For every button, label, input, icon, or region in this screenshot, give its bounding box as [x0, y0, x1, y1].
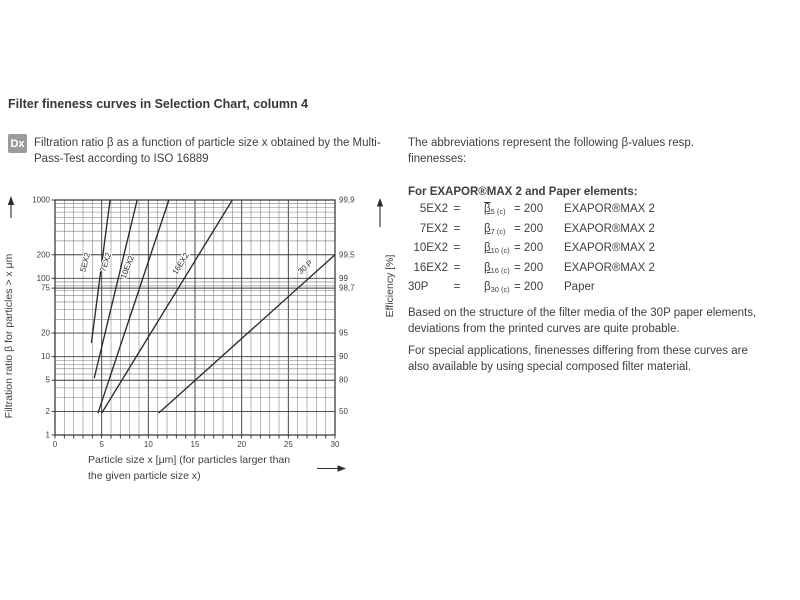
y-tick-label: 5: [45, 375, 50, 385]
beta-subscript: 16 (c): [490, 265, 510, 275]
product-cell: EXAPOR®MAX 2: [564, 203, 655, 215]
y-tick-label: 1: [45, 430, 50, 440]
beta-symbol: β: [484, 281, 491, 294]
beta-value-cell: = 200: [514, 203, 544, 215]
product-cell: EXAPOR®MAX 2: [564, 242, 655, 255]
y2-tick-label: 50: [339, 406, 348, 416]
abbr-cell: 10EX2: [413, 242, 448, 255]
x-axis-label: Particle size x [μm] (for particles larger than the given particle size x): [88, 454, 291, 482]
y2-tick-label: 99: [339, 273, 348, 283]
beta-symbol: β: [484, 222, 491, 235]
y-tick-label: 20: [41, 328, 50, 338]
beta-table-row: [408, 279, 788, 299]
beta-symbol-cell: [466, 260, 514, 280]
x-axis-ticks: [53, 435, 340, 449]
beta-symbol-cell: [466, 240, 514, 260]
chart-grid: [55, 200, 335, 435]
abbr-cell: 16EX2: [413, 261, 448, 274]
dx-badge: Dx: [8, 134, 27, 153]
y2-tick-label: 98,7: [339, 283, 355, 293]
beta-subscript: 7 (c): [490, 226, 506, 236]
beta-table-row: [408, 240, 788, 260]
y-tick-label: 2: [45, 406, 50, 416]
y-axis-label: Filtration ratio β for particles > x μm: [3, 253, 15, 419]
beta-value-cell: = 200: [514, 242, 544, 255]
equals-cell: =: [453, 281, 461, 294]
y2-tick-label: 80: [339, 375, 348, 385]
y2-axis-ticks: [339, 196, 355, 416]
curve-label-16EX2: 16EX2: [170, 251, 191, 277]
x-tick-label: 0: [52, 440, 58, 449]
y2-axis-label: Efficiency [%]: [384, 254, 396, 318]
product-cell: EXAPOR®MAX 2: [564, 222, 655, 235]
product-cell: Paper: [564, 281, 595, 294]
paragraph-special-applications: For special applications, finenesses differing from these curves are also available by using special composed filter material.: [408, 345, 748, 374]
product-cell: EXAPOR®MAX 2: [564, 261, 655, 274]
abbreviations-intro: The abbreviations represent the following β-values resp. finenesses:: [408, 137, 694, 166]
curve-label-5EX2: 5EX2: [78, 251, 92, 273]
beta-subscript: 5 (c): [490, 207, 506, 216]
beta-values-table: [408, 201, 788, 299]
y2-tick-label: 95: [339, 328, 348, 338]
beta-table-row: [408, 201, 788, 221]
abbr-cell: 7EX2: [419, 222, 448, 235]
dx-description: Filtration ratio β as a function of particle size x obtained by the Multi-Pass-Test according to ISO 16889: [34, 137, 381, 166]
elements-heading: For EXAPOR®MAX 2 and Paper elements:: [408, 186, 638, 198]
abbr-cell: 5EX2: [419, 203, 448, 215]
beta-table-row: [408, 221, 788, 241]
beta-symbol: β: [484, 261, 491, 274]
beta-value-cell: = 200: [514, 261, 544, 274]
beta-symbol-cell: [466, 201, 514, 221]
beta-symbol: β: [484, 203, 491, 215]
y-tick-label: 75: [41, 283, 50, 293]
beta-symbol-cell: [466, 279, 514, 299]
y2-tick-label: 99,9: [339, 195, 355, 205]
x-tick-label: 25: [283, 440, 293, 449]
curve-label-7EX2: 7EX2: [98, 251, 114, 273]
y-tick-label: 100: [36, 273, 50, 283]
x-tick-label: 5: [99, 440, 104, 449]
equals-cell: =: [453, 261, 461, 274]
equals-cell: =: [453, 242, 461, 255]
y-tick-label: 200: [36, 250, 50, 260]
beta-subscript: 10 (c): [490, 246, 510, 256]
y-tick-label: 1000: [32, 195, 50, 205]
page-title: Filter fineness curves in Selection Chart, column 4: [8, 97, 309, 111]
beta-symbol-cell: [466, 221, 514, 241]
beta-subscript: 30 (c): [490, 285, 510, 295]
paragraph-30p-note: Based on the structure of the filter media of the 30P paper elements, deviations from the printed curves are quite probable.: [408, 307, 757, 336]
curve-10EX2: [98, 200, 169, 413]
curve-7EX2: [94, 200, 137, 378]
y-tick-label: 10: [41, 352, 50, 362]
x-tick-label: 30: [330, 440, 340, 449]
curve-label-30P: 30 P: [296, 258, 315, 277]
beta-value-cell: = 200: [514, 222, 544, 235]
beta-symbol: β: [484, 242, 491, 255]
curve-label-10EX2: 10EX2: [118, 254, 136, 280]
equals-cell: =: [453, 222, 461, 235]
y2-tick-label: 90: [339, 352, 348, 362]
beta-value-cell: = 200: [514, 281, 544, 294]
abbr-cell: 30P: [408, 281, 429, 294]
x-tick-label: 15: [190, 440, 200, 449]
beta-table-row: [408, 260, 788, 280]
x-tick-label: 20: [237, 440, 247, 449]
equals-cell: =: [453, 203, 461, 215]
y2-tick-label: 99,5: [339, 250, 355, 260]
y-axis-ticks: [32, 196, 55, 440]
x-tick-label: 10: [143, 440, 153, 449]
